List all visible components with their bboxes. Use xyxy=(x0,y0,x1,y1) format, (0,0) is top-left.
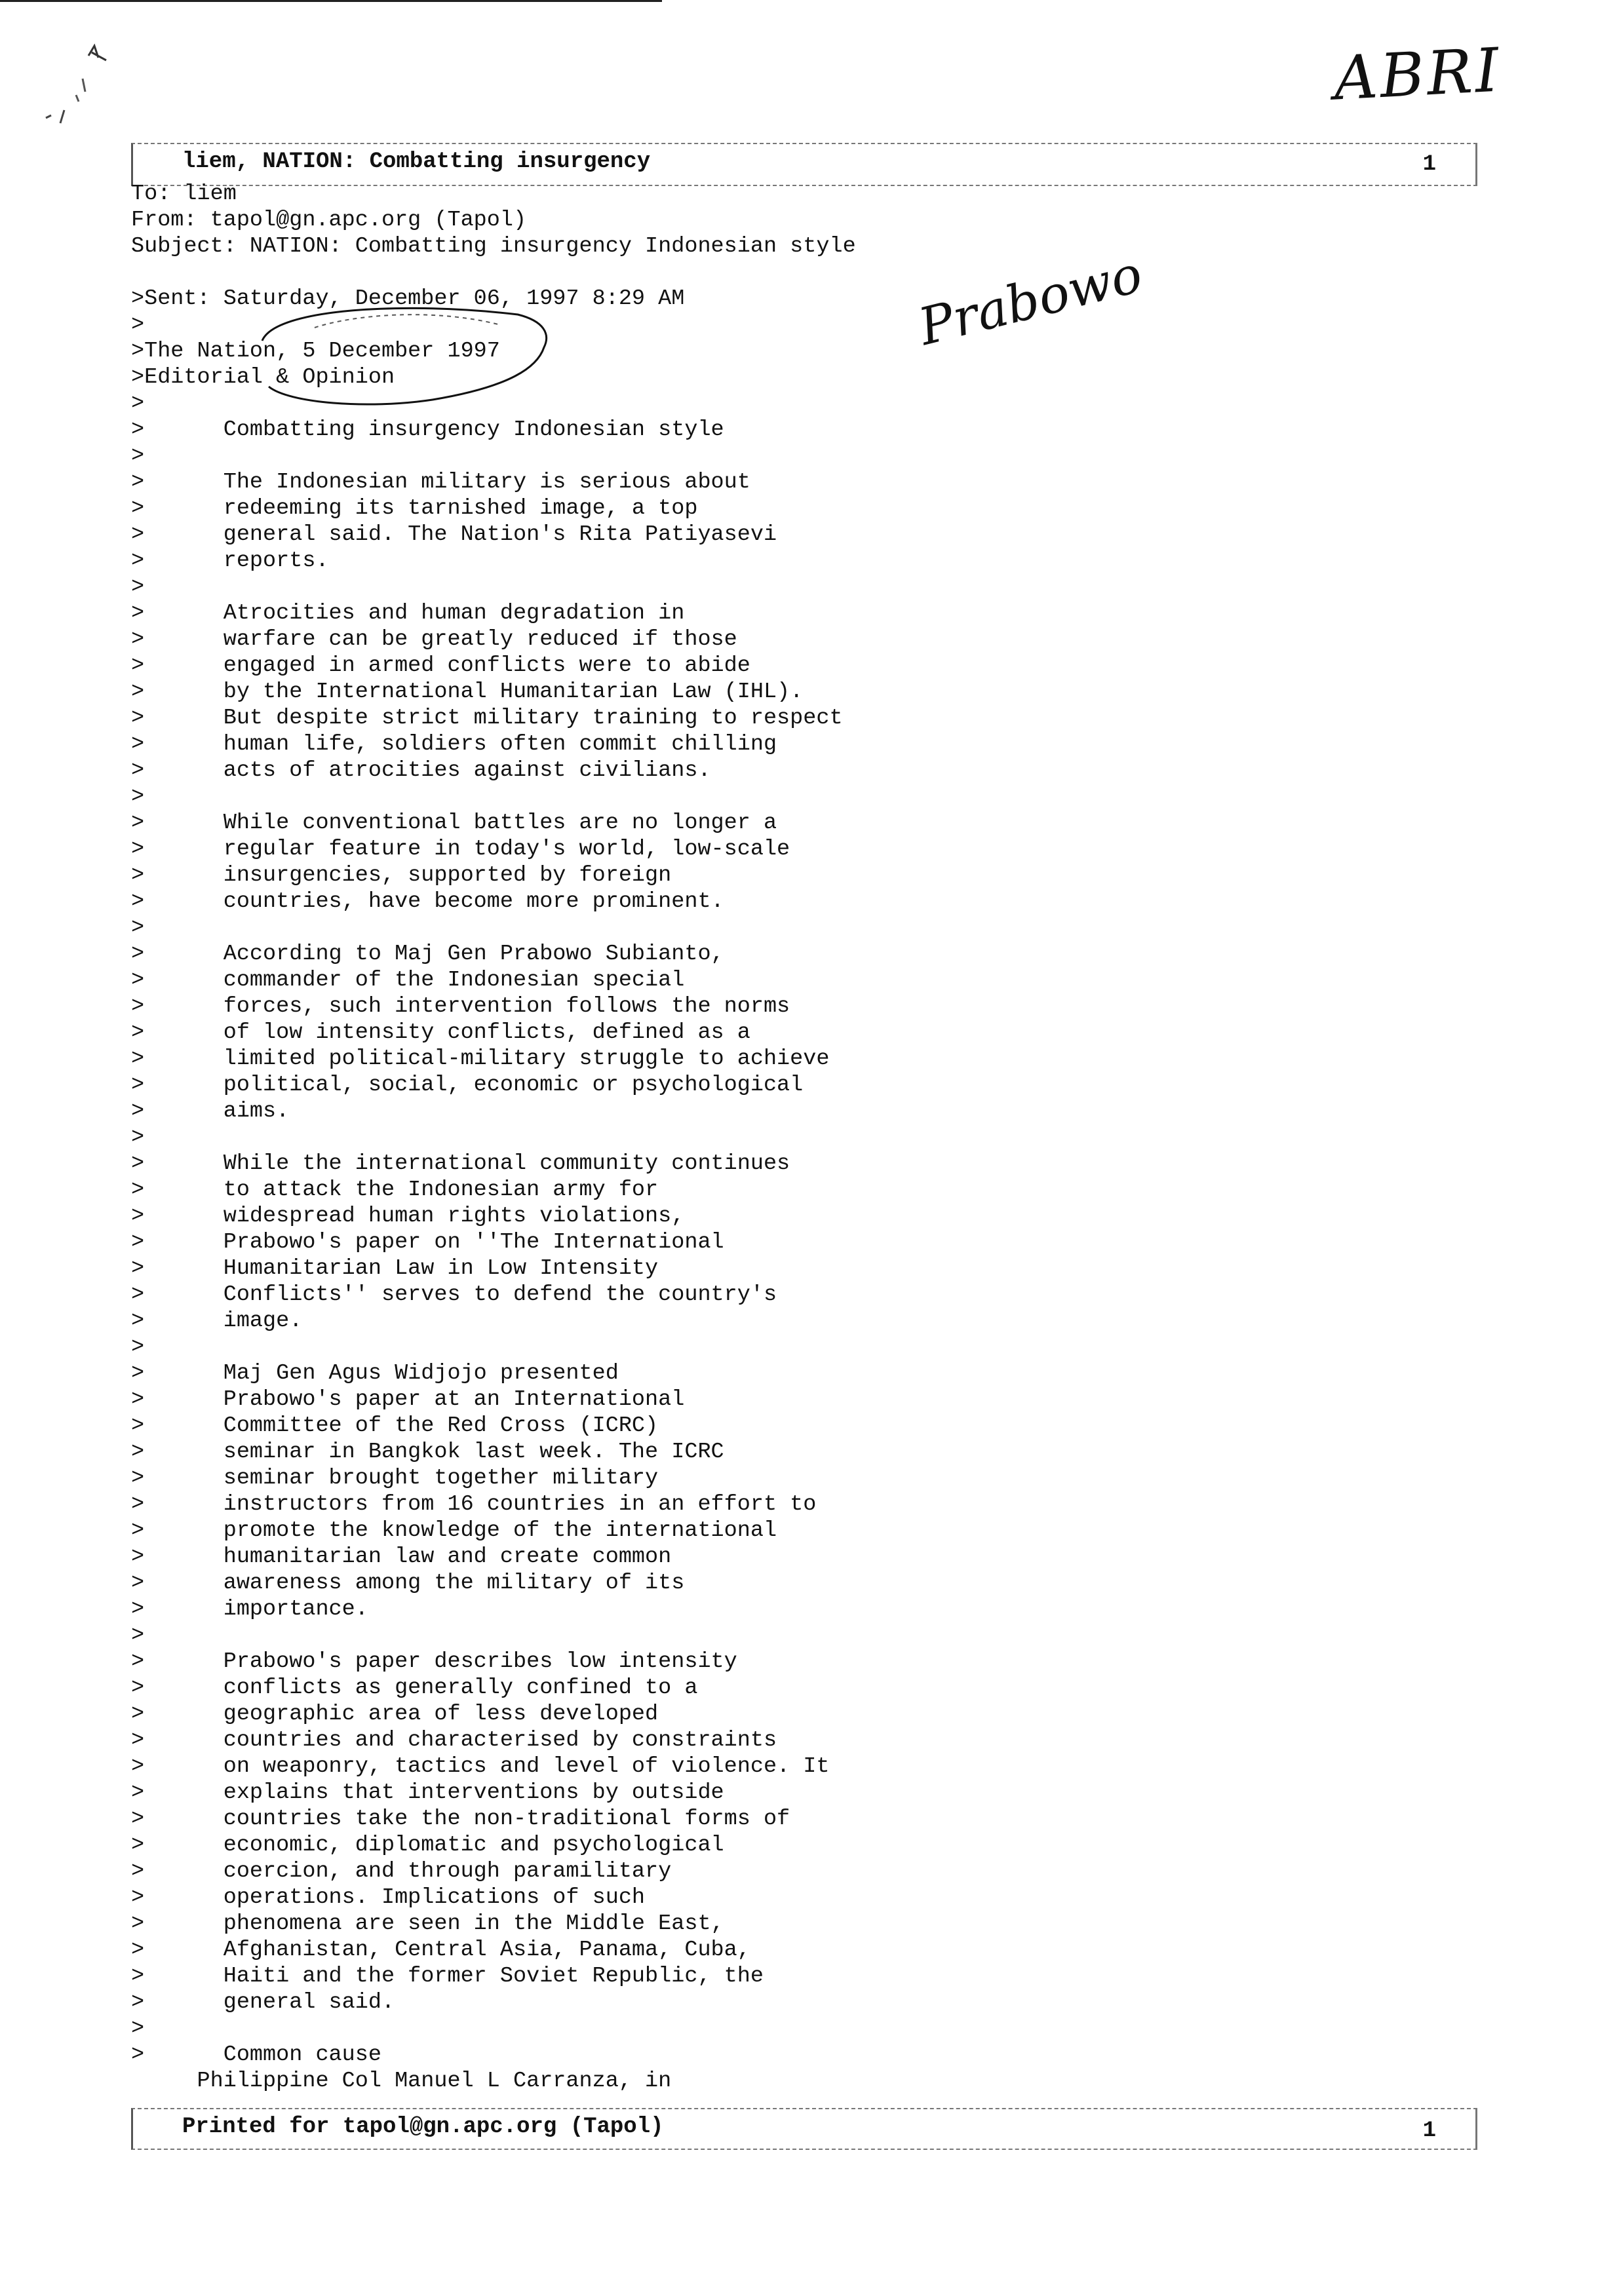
text-line: > geographic area of less developed xyxy=(131,1702,659,1727)
text-line: > engaged in armed conflicts were to abide xyxy=(131,653,750,678)
text-line: > countries take the non-traditional forms of xyxy=(131,1807,790,1831)
text-line: > coercion, and through paramilitary xyxy=(131,1859,672,1884)
text-line: > limited political-military struggle to achieve xyxy=(131,1046,830,1071)
header-title: liem, NATION: Combatting insurgency xyxy=(182,149,651,174)
header-page-number: 1 xyxy=(1422,152,1436,177)
text-line: > Afghanistan, Central Asia, Panama, Cuba, xyxy=(131,1938,750,1962)
text-line: Subject: NATION: Combatting insurgency Indonesian style xyxy=(131,234,856,259)
text-line: > xyxy=(131,391,145,416)
text-line: > conflicts as generally confined to a xyxy=(131,1675,698,1700)
text-line: > importance. xyxy=(131,1597,368,1622)
text-line: > countries, have become more prominent. xyxy=(131,889,724,914)
text-line: > xyxy=(131,1335,145,1360)
text-line: > image. xyxy=(131,1309,303,1333)
text-line: > widespread human rights violations, xyxy=(131,1204,685,1229)
text-line: >The Nation, 5 December 1997 xyxy=(131,339,500,364)
handwritten-abri-note: ABRI xyxy=(1332,35,1504,114)
text-line: > According to Maj Gen Prabowo Subianto, xyxy=(131,942,724,966)
text-line: > human life, soldiers often commit chilling xyxy=(131,732,777,757)
text-line: > Prabowo's paper describes low intensity xyxy=(131,1649,737,1674)
handdrawn-circle xyxy=(236,288,577,419)
text-line: > forces, such intervention follows the norms xyxy=(131,994,790,1019)
text-line: >Sent: Saturday, December 06, 1997 8:29 AM xyxy=(131,286,685,311)
text-line xyxy=(131,259,856,286)
text-line: > political, social, economic or psychological xyxy=(131,1073,804,1098)
text-line: > explains that interventions by outside xyxy=(131,1780,724,1805)
text-line: > Maj Gen Agus Widjojo presented xyxy=(131,1361,619,1386)
text-line: > Haiti and the former Soviet Republic, the xyxy=(131,1964,764,1989)
print-footer xyxy=(131,2108,1477,2150)
text-line: > seminar in Bangkok last week. The ICRC xyxy=(131,1440,724,1464)
footer-title: Printed for tapol@gn.apc.org (Tapol) xyxy=(182,2114,664,2139)
text-line: > on weaponry, tactics and level of violence. It xyxy=(131,1754,830,1779)
text-line: > general said. The Nation's Rita Patiyasevi xyxy=(131,522,777,547)
pen-marks xyxy=(26,20,118,131)
text-line: > warfare can be greatly reduced if those xyxy=(131,627,737,652)
text-line: > promote the knowledge of the international xyxy=(131,1518,777,1543)
print-header xyxy=(131,143,1477,186)
text-line: > economic, diplomatic and psychological xyxy=(131,1833,724,1858)
text-line: > operations. Implications of such xyxy=(131,1885,646,1910)
text-line: > humanitarian law and create common xyxy=(131,1544,672,1569)
text-line: > xyxy=(131,444,145,469)
text-line: > Prabowo's paper at an International xyxy=(131,1387,685,1412)
footer-page-number: 1 xyxy=(1422,2118,1436,2143)
text-line: > to attack the Indonesian army for xyxy=(131,1177,659,1202)
text-line: > The Indonesian military is serious about xyxy=(131,470,750,495)
text-line: To: liem xyxy=(131,182,237,206)
text-line: > seminar brought together military xyxy=(131,1466,659,1491)
handwritten-prabowo-note: Prabowo xyxy=(913,244,1148,357)
text-line: >Editorial & Opinion xyxy=(131,365,395,390)
text-line: > Common cause xyxy=(131,2042,381,2067)
text-line: > Prabowo's paper on ''The International xyxy=(131,1230,724,1255)
text-line: > regular feature in today's world, low-scale xyxy=(131,837,790,862)
text-line: > acts of atrocities against civilians. xyxy=(131,758,711,783)
text-line: > commander of the Indonesian special xyxy=(131,968,685,993)
text-line: > general said. xyxy=(131,1990,395,2015)
text-line: > of low intensity conflicts, defined as a xyxy=(131,1020,750,1045)
text-line: > xyxy=(131,915,145,940)
text-line: > countries and characterised by constraints xyxy=(131,1728,777,1753)
text-line: > While the international community continues xyxy=(131,1151,790,1176)
text-line: > redeeming its tarnished image, a top xyxy=(131,496,698,521)
text-line: > awareness among the military of its xyxy=(131,1571,685,1596)
text-line: > But despite strict military training to respect xyxy=(131,706,843,731)
email-body xyxy=(131,181,856,2094)
text-line: > While conventional battles are no longer a xyxy=(131,811,777,835)
text-line: > xyxy=(131,1125,145,1150)
top-rule xyxy=(0,0,662,2)
text-line: > by the International Humanitarian Law (IHL). xyxy=(131,679,804,704)
text-line: > Combatting insurgency Indonesian style xyxy=(131,417,724,442)
text-line: > insurgencies, supported by foreign xyxy=(131,863,672,888)
text-line: > xyxy=(131,2016,145,2041)
text-line: From: tapol@gn.apc.org (Tapol) xyxy=(131,208,527,233)
text-line: Philippine Col Manuel L Carranza, in xyxy=(131,2069,672,2094)
text-line: > phenomena are seen in the Middle East, xyxy=(131,1911,724,1936)
text-line: > instructors from 16 countries in an effort to xyxy=(131,1492,817,1517)
text-line: > xyxy=(131,575,145,600)
text-line: > Humanitarian Law in Low Intensity xyxy=(131,1256,659,1281)
text-line: > reports. xyxy=(131,548,329,573)
text-line: > Committee of the Red Cross (ICRC) xyxy=(131,1413,659,1438)
text-line: > Conflicts'' serves to defend the country's xyxy=(131,1282,777,1307)
text-line: > aims. xyxy=(131,1099,290,1124)
text-line: > xyxy=(131,313,145,337)
text-line: > xyxy=(131,784,145,809)
text-line: > Atrocities and human degradation in xyxy=(131,601,685,626)
text-line: > xyxy=(131,1623,145,1648)
